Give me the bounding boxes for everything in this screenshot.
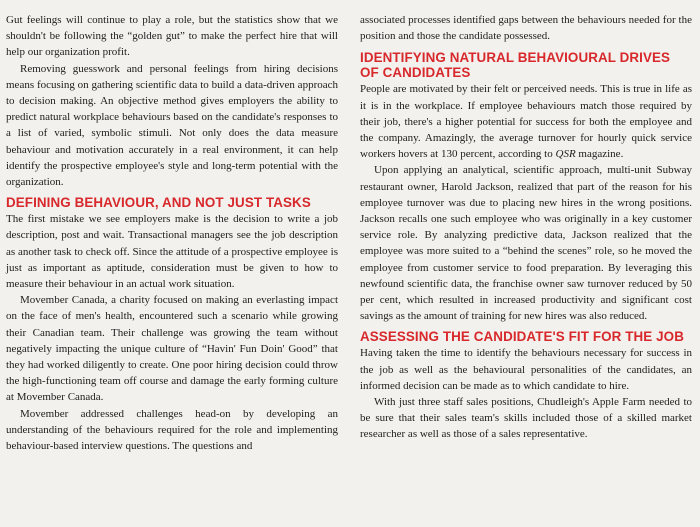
paragraph: Upon applying an analytical, scientific approach, multi-unit Subway restaurant owner, Harold Jackson, realized that part of the reason for his employee turnover was due to placing new hires in the wrong positions. Jackson recalls one such employee who was originally in a key customer service role. By analyzing predictive data, Jackson realized that the employee was more suited to a “behind the scenes” role, so he moved the employee from customer service to food preparation. By leveraging this newfound scientific data, the franchise owner saw turnover reduced by 50 per cent, which resulted in increased productivity and significant cost savings as the amount of training for new hires was also reduced. xyxy=(360,164,692,323)
right-column xyxy=(360,12,692,527)
paragraph: The first mistake we see employers make is the decision to write a job description, post and wait. Transactional managers see the job description as another task to check off. Since the attitude of a prospective employee is just as important as aptitude, consideration must be given to how to measure their behaviour in an actual work situation. xyxy=(6,213,338,291)
paragraph-text: magazine. xyxy=(575,148,624,161)
paragraph xyxy=(360,81,692,162)
paragraph: Gut feelings will continue to play a role, but the statistics show that we shouldn't be following the “golden gut” to make the perfect hire that will help our organization profit. xyxy=(6,14,338,59)
paragraph: Movember addressed challenges head-on by developing an understanding of the behaviours required for the role and implementing behaviour-based interview questions. The questions and xyxy=(6,407,338,453)
paragraph: Movember Canada, a charity focused on making an everlasting impact on the face of men's health, encountered such a scenario while growing their Canadian team. Their challenge was growing the team without negatively impacting the unique culture of “Havin' Fun Doin' Good” that they had worked diligently to create. One poor hiring decision could throw the high-functioning team off course and damage the early forming culture at Movember Canada. xyxy=(6,294,338,404)
paragraph: Having taken the time to identify the behaviours necessary for success in the job as well as the behavioural personalities of the candidates, an informed decision can be made as to which candidate to hire. xyxy=(360,347,692,392)
paragraph: associated processes identified gaps between the behaviours needed for the position and those the candidate possessed. xyxy=(360,14,692,43)
paragraph: With just three staff sales positions, Chudleigh's Apple Farm needed to be sure that their sales team's skills included those of a skilled market researcher as well as those of a sales representative. xyxy=(360,396,692,441)
section-heading-natural-drives: IDENTIFYING NATURAL BEHAVIOURAL DRIVES OF CANDIDATES xyxy=(360,50,671,81)
paragraph-text: People are motivated by their felt or perceived needs. This is true in life as it is in the workplace. If employee behaviours match those required by their job, there's a higher potential for success for both the employee and the company. Amazingly, the average turnover for hourly quick service workers hovers at 130 percent, according to xyxy=(360,83,692,161)
paragraph: Removing guesswork and personal feelings from hiring decisions means focusing on gathering scientific data to build a data-driven approach to decision making. An objective method gives employers the ability to predict natural workplace behaviours based on the candidate's responses to a list of varied, symbolic stimuli. Not only does the data measure behaviour and motivation accurately in a real environment, it can help identify the prospective employee's style and long-term potential with the organization. xyxy=(6,62,338,189)
section-heading-defining-behaviour: DEFINING BEHAVIOUR, AND NOT JUST TASKS xyxy=(6,195,311,211)
magazine-name: QSR xyxy=(555,148,576,161)
section-heading-assessing-fit: ASSESSING THE CANDIDATE'S FIT FOR THE JOB xyxy=(360,329,684,345)
left-column xyxy=(6,12,338,527)
